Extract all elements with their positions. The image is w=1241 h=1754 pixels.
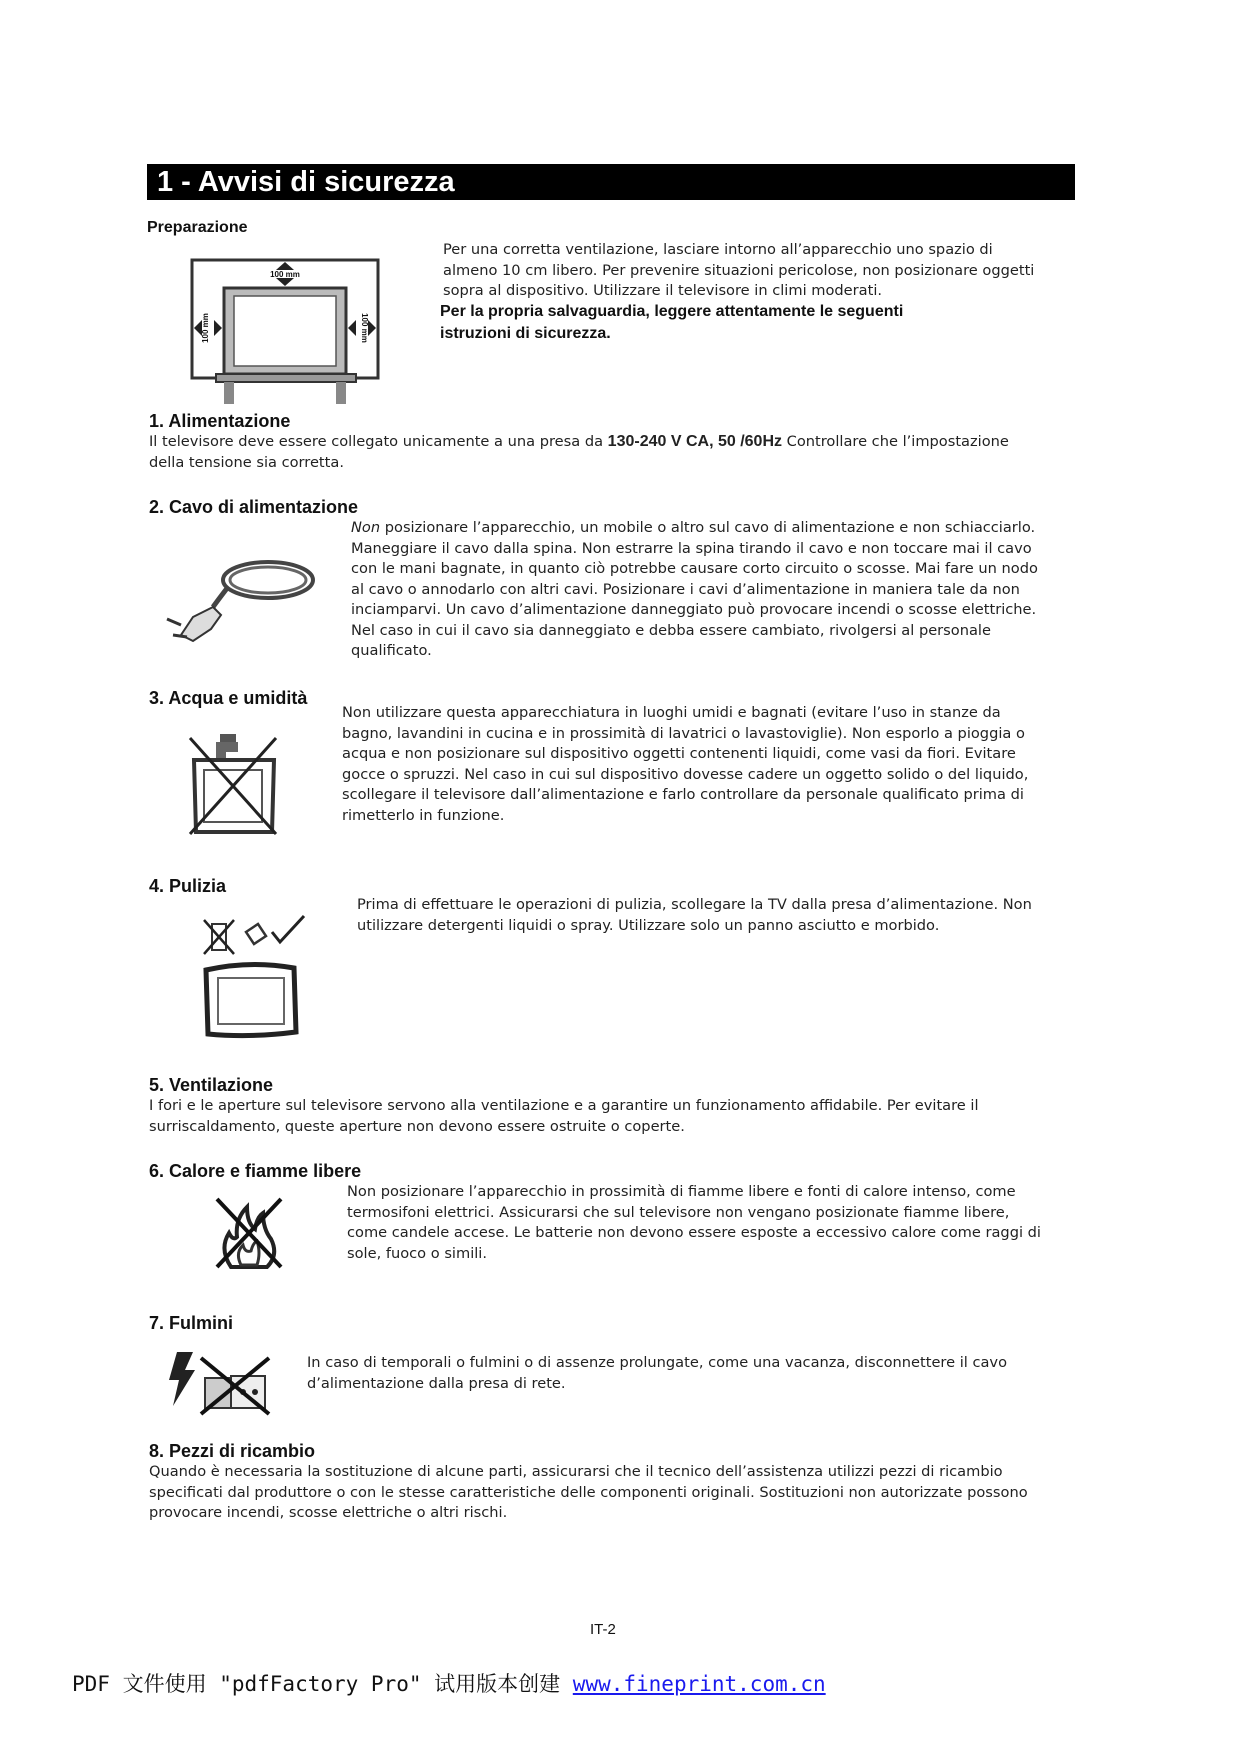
section-heading-ventilazione: 5. Ventilazione: [149, 1075, 274, 1095]
no-fire-icon: [213, 1195, 285, 1271]
text-line: Maneggiare il cavo dalla spina. Non estrarre la spina tirando il cavo e non toccare mai il cavo: [351, 539, 1032, 557]
text-line: d’alimentazione dalla presa di rete.: [307, 1374, 566, 1392]
text-line: Non posizionare l’apparecchio, un mobile o altro sul cavo di alimentazione e non schiacciarlo.: [351, 519, 1036, 536]
text-line: Il televisore deve essere collegato unicamente a una presa da 130-240 V CA, 50 /60Hz Controllare che l’impostazione: [149, 433, 1009, 450]
text-line: rimetterlo in funzione.: [342, 806, 505, 824]
text-line: In caso di temporali o fulmini o di assenze prolungate, come una vacanza, disconnettere il cavo: [307, 1354, 1007, 1371]
text-line: Prima di effettuare le operazioni di pulizia, scollegare la TV dalla presa d’alimentazione. Non: [357, 896, 1032, 913]
pdf-footer: [72, 1668, 826, 1698]
acqua-text: [342, 703, 1028, 826]
text-line: almeno 10 cm libero. Per prevenire situazioni pericolose, non posizionare oggetti: [443, 261, 1035, 279]
text-line: come candele accese. Le batterie non devono essere esposte a eccessivo calore come raggi di: [347, 1224, 1041, 1241]
section-heading-acqua: 3. Acqua e umidità: [149, 688, 308, 708]
text-line: gocce o spruzzi. Nel caso in cui sul dispositivo dovesse cadere un oggetto solido o del liquido,: [342, 765, 1029, 783]
text-line: Nel caso in cui il cavo sia danneggiato e debba essere cambiato, rivolgersi al personale: [351, 621, 991, 639]
calore-text: [347, 1182, 1041, 1264]
page-number: IT-2: [590, 1621, 616, 1638]
voltage-spec: 130-240 V CA, 50 /60Hz: [607, 433, 782, 450]
footer-text: PDF 文件使用 "pdfFactory Pro" 试用版本创建: [72, 1672, 573, 1696]
preparazione-heading: Preparazione: [147, 219, 248, 236]
text-line: qualificato.: [351, 642, 432, 659]
text-line: Per una corretta ventilazione, lasciare intorno all’apparecchio uno spazio di: [443, 241, 993, 258]
text-line: termosifoni elettrici. Assicurarsi che sul televisore non vengano posizionate fiamme libere,: [347, 1203, 1010, 1221]
preparazione-text: [443, 240, 1034, 302]
alimentazione-text: [149, 432, 1009, 473]
text-line: della tensione sia corretta.: [149, 453, 344, 471]
section-heading-alimentazione: 1. Alimentazione: [149, 411, 291, 431]
text-line: surriscaldamento, queste aperture non devono essere ostruite o coperte.: [149, 1117, 685, 1135]
text-line: acqua e non posizionare sul dispositivo oggetti contenenti liquidi, come vasi da fiori. Evitare: [342, 745, 1016, 762]
text-line: provocare incendi, scosse elettriche o altri rischi.: [149, 1504, 508, 1521]
text-line: scollegare il televisore dall’alimentazione e farlo controllare da personale qualificato prima di: [342, 786, 1024, 803]
page-title: 1 - Avvisi di sicurezza: [147, 164, 1075, 200]
text-line: Per la propria salvaguardia, leggere attentamente le seguenti: [440, 303, 904, 320]
text-line: I fori e le aperture sul televisore servono alla ventilazione e a garantire un funzionamento affidabile. Per evitare il: [149, 1097, 979, 1114]
text-line: utilizzare detergenti liquidi o spray. Utilizzare solo un panno asciutto e morbido.: [357, 916, 940, 934]
cleaning-icon: [200, 912, 310, 1040]
tv-clearance-diagram: [190, 258, 380, 406]
text-line: al cavo o annodarlo con altri cavi. Posizionare i cavi d’alimentazione in maniera tale da non: [351, 580, 1020, 598]
preparazione-bold-text: [440, 301, 903, 345]
text-line: inciamparvi. Un cavo d’alimentazione danneggiato può provocare incendi o scosse elettriche.: [351, 601, 1037, 618]
text-line: istruzioni di sicurezza.: [440, 325, 611, 342]
section-heading-cavo: 2. Cavo di alimentazione: [149, 497, 359, 517]
fulmini-text: [307, 1353, 1007, 1394]
no-water-icon: [188, 728, 280, 838]
ricambio-text: [149, 1462, 1028, 1524]
ventilazione-text: [149, 1096, 979, 1137]
diagram-label-right: 100 mm: [360, 313, 369, 343]
section-heading-calore: 6. Calore e fiamme libere: [149, 1161, 362, 1181]
pulizia-text: [357, 895, 1032, 936]
text-line: Quando è necessaria la sostituzione di alcune parti, assicurarsi che il tecnico dell’assistenza utilizzi pezzi di ricambio: [149, 1463, 1003, 1480]
section-heading-fulmini: 7. Fulmini: [149, 1313, 234, 1333]
section-heading-ricambio: 8. Pezzi di ricambio: [149, 1441, 316, 1461]
text-line: sopra al dispositivo. Utilizzare il televisore in climi moderati.: [443, 282, 883, 299]
cavo-text: [351, 518, 1038, 662]
text-line: specificati dal produttore o con le stesse caratteristiche delle componenti originali. Sostituzioni non autorizzate possono: [149, 1483, 1028, 1501]
diagram-label-top: 100 mm: [270, 270, 300, 279]
text-line: Non utilizzare questa apparecchiatura in luoghi umidi e bagnati (evitare l’uso in stanze da: [342, 704, 1001, 721]
lightning-unplug-icon: [165, 1348, 273, 1418]
text-line: bagno, lavandini in cucina e in prossimità di lavatrici o lavastoviglie). Non esporlo a pioggia o: [342, 724, 1025, 742]
text-line: sole, fuoco o simili.: [347, 1244, 487, 1262]
footer-link[interactable]: www.fineprint.com.cn: [572, 1672, 826, 1696]
section-heading-pulizia: 4. Pulizia: [149, 876, 227, 896]
diagram-label-left: 100 mm: [201, 313, 210, 343]
text-line: con le mani bagnate, in quanto ciò potrebbe causare corto circuito o scosse. Mai fare un nodo: [351, 560, 1038, 577]
text-line: Non posizionare l’apparecchio in prossimità di fiamme libere e fonti di calore intenso, come: [347, 1183, 1016, 1200]
power-plug-icon: [163, 555, 318, 645]
